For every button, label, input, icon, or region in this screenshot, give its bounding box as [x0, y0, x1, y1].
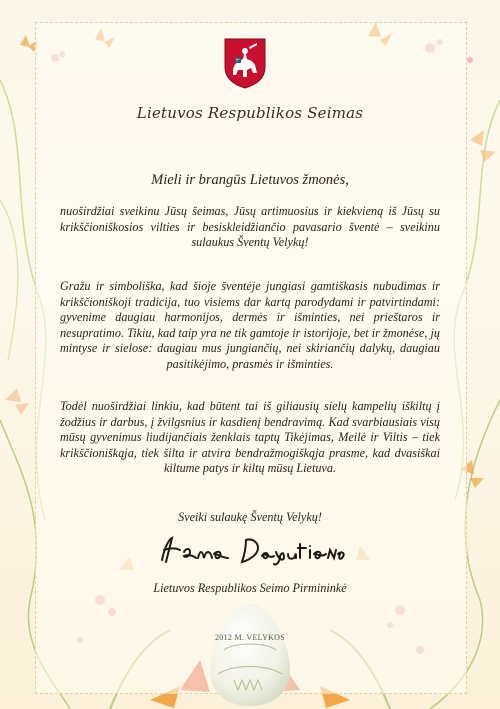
- institution-title: Lietuvos Respublikos Seimas: [136, 104, 364, 122]
- signer-title: Lietuvos Respublikos Seimo Pirmininkė: [153, 581, 347, 595]
- letter-paragraph-1: nuoširdžiai sveikinu Jūsų šeimas, Jūsų artimuosius ir kiekvieną iš Jūsų su krikščioniškosios vilties ir besiskleidžiančio pavasario šventė – sveikinu sulaukus Šventų Velykų!: [60, 204, 440, 250]
- coat-of-arms-icon: [223, 37, 267, 89]
- letter-closing: Sveiki sulaukę Šventų Velykų!: [178, 510, 322, 524]
- letter-paragraph-3: Todėl nuoširdžiai linkiu, kad būtent tai iš giliausių sielų kampelių iškiltų į žodžius ir darbus, į žvilgsnius ir kasdienį bendravimą. Kad svarbiausiais visų mūsų gyvenimus liudijančiais ženklais taptų Tikėjimas, Meilė ir Viltis – tiek krikščioniškąja, tiek šilta ir atvira bendražmogiškąja prasme, kad dvasiškai kiltume patys ir kiltų mūsų Lietuva.: [60, 399, 440, 476]
- letter-salutation: Mieli ir brangūs Lietuvos žmonės,: [151, 172, 349, 188]
- egg-label: 2012 M. VELYKOS: [215, 633, 285, 642]
- easter-egg-icon: [204, 600, 296, 708]
- letter-paragraph-2: Gražu ir simboliška, kad šioje šventėje jungiasi gamtiškasis nubudimas ir krikščioniškoji tradicija, tuo visiems dar kartą parodydami ir patvirtindami: gyvenime daugiau harmonijos, dermės ir išminties, nei prieštaros ir nesupratimo. Tikiu, kad taip yra ne tik gamtoje ir istorijoje, bet ir žmonėse, jų mintyse ir sielose: daugiau mus jungiančių, nei skiriančių dalykų, daugiau pasitikėjimo, prasmės ir išminties.: [60, 279, 440, 371]
- handwritten-signature: [150, 530, 350, 570]
